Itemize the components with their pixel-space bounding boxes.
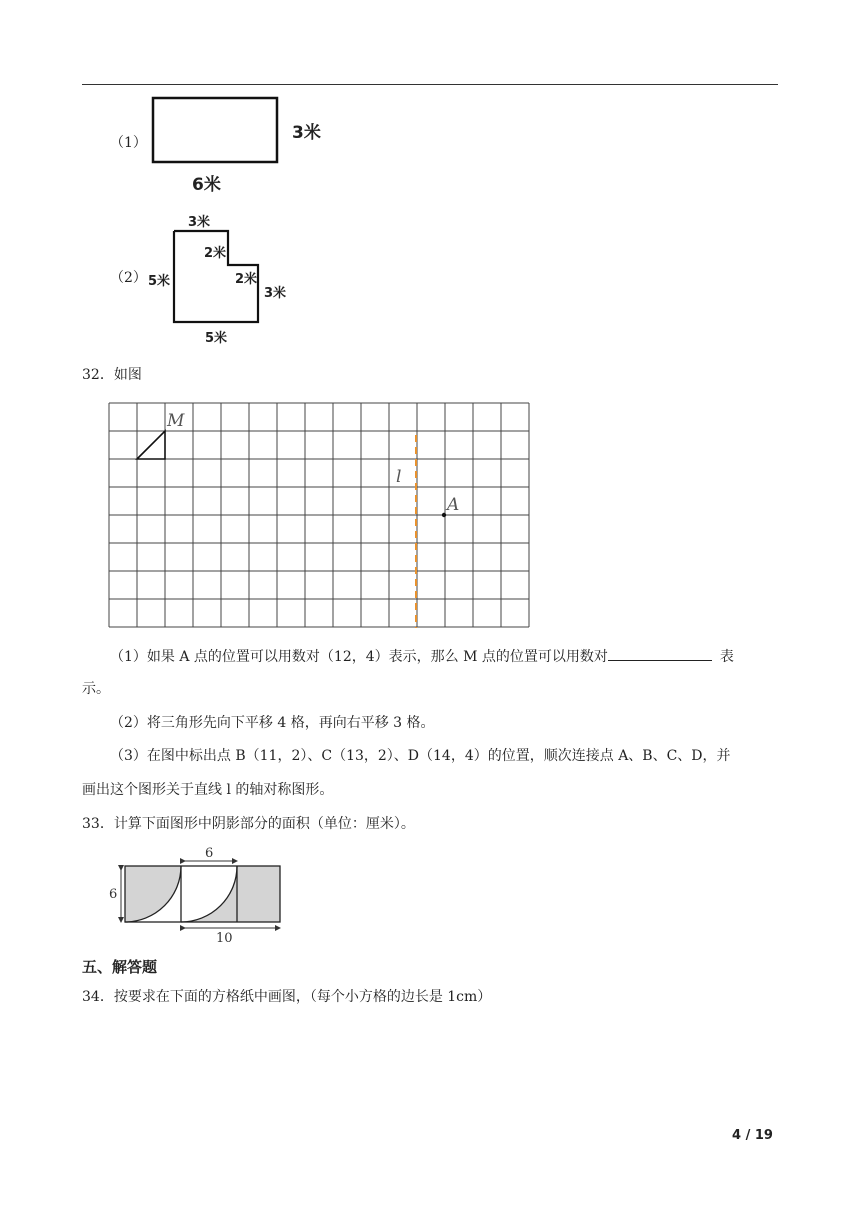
triangle-m <box>137 431 165 459</box>
q32-sub1-tail: 表 <box>719 649 734 665</box>
q31-rect-bottom-label: 6米 <box>192 175 221 195</box>
q31-rect-right-label: 3米 <box>292 123 321 143</box>
q31-part1-label: （1） <box>110 135 147 151</box>
q33-shaded-figure <box>105 844 285 944</box>
q31-left-label: 5米 <box>148 274 171 289</box>
q32-sub2: （2）将三角形先向下平移 4 格，再向右平移 3 格。 <box>110 715 435 731</box>
q32-sub3-line2: 画出这个图形关于直线 l 的轴对称图形。 <box>82 782 334 798</box>
point-a <box>442 513 446 517</box>
q34-stem: 34．按要求在下面的方格纸中画图，（每个小方格的边长是 1cm） <box>82 989 492 1005</box>
q32-answer-blank[interactable] <box>608 646 712 661</box>
q31-notch-v-label: 2米 <box>204 246 227 261</box>
q33-dim-top: 6 <box>205 846 214 861</box>
q32-sub1-text: （1）如果 A 点的位置可以用数对（12，4）表示，那么 M 点的位置可以用数对 <box>110 649 608 665</box>
q33-stem: 33．计算下面图形中阴影部分的面积（单位：厘米）。 <box>82 816 415 832</box>
q32-sub1 <box>110 646 734 667</box>
label-l: l <box>396 467 402 487</box>
q31-top-label: 3米 <box>188 215 211 230</box>
section5-title: 五、解答题 <box>82 958 158 976</box>
q32-sub3-line1: （3）在图中标出点 B（11，2）、C（13，2）、D（14，4）的位置，顺次连接点 A、B、C、D，并 <box>110 748 731 764</box>
q31-notch-h-label: 2米 <box>235 272 258 287</box>
q33-dim-bottom: 10 <box>216 931 233 944</box>
q31-right-label: 3米 <box>264 286 287 301</box>
q33-dim-left: 6 <box>109 887 118 902</box>
label-a: A <box>447 495 460 515</box>
q32-sub1-cont: 示。 <box>82 681 110 697</box>
q32-grid-figure <box>106 400 532 630</box>
q31-part2-label: （2） <box>110 270 147 286</box>
q31-bottom-label: 5米 <box>205 331 228 346</box>
label-m: M <box>167 411 185 431</box>
header-rule <box>82 84 778 85</box>
page-number: 4 / 19 <box>732 1128 773 1143</box>
q32-stem: 32．如图 <box>82 367 142 383</box>
